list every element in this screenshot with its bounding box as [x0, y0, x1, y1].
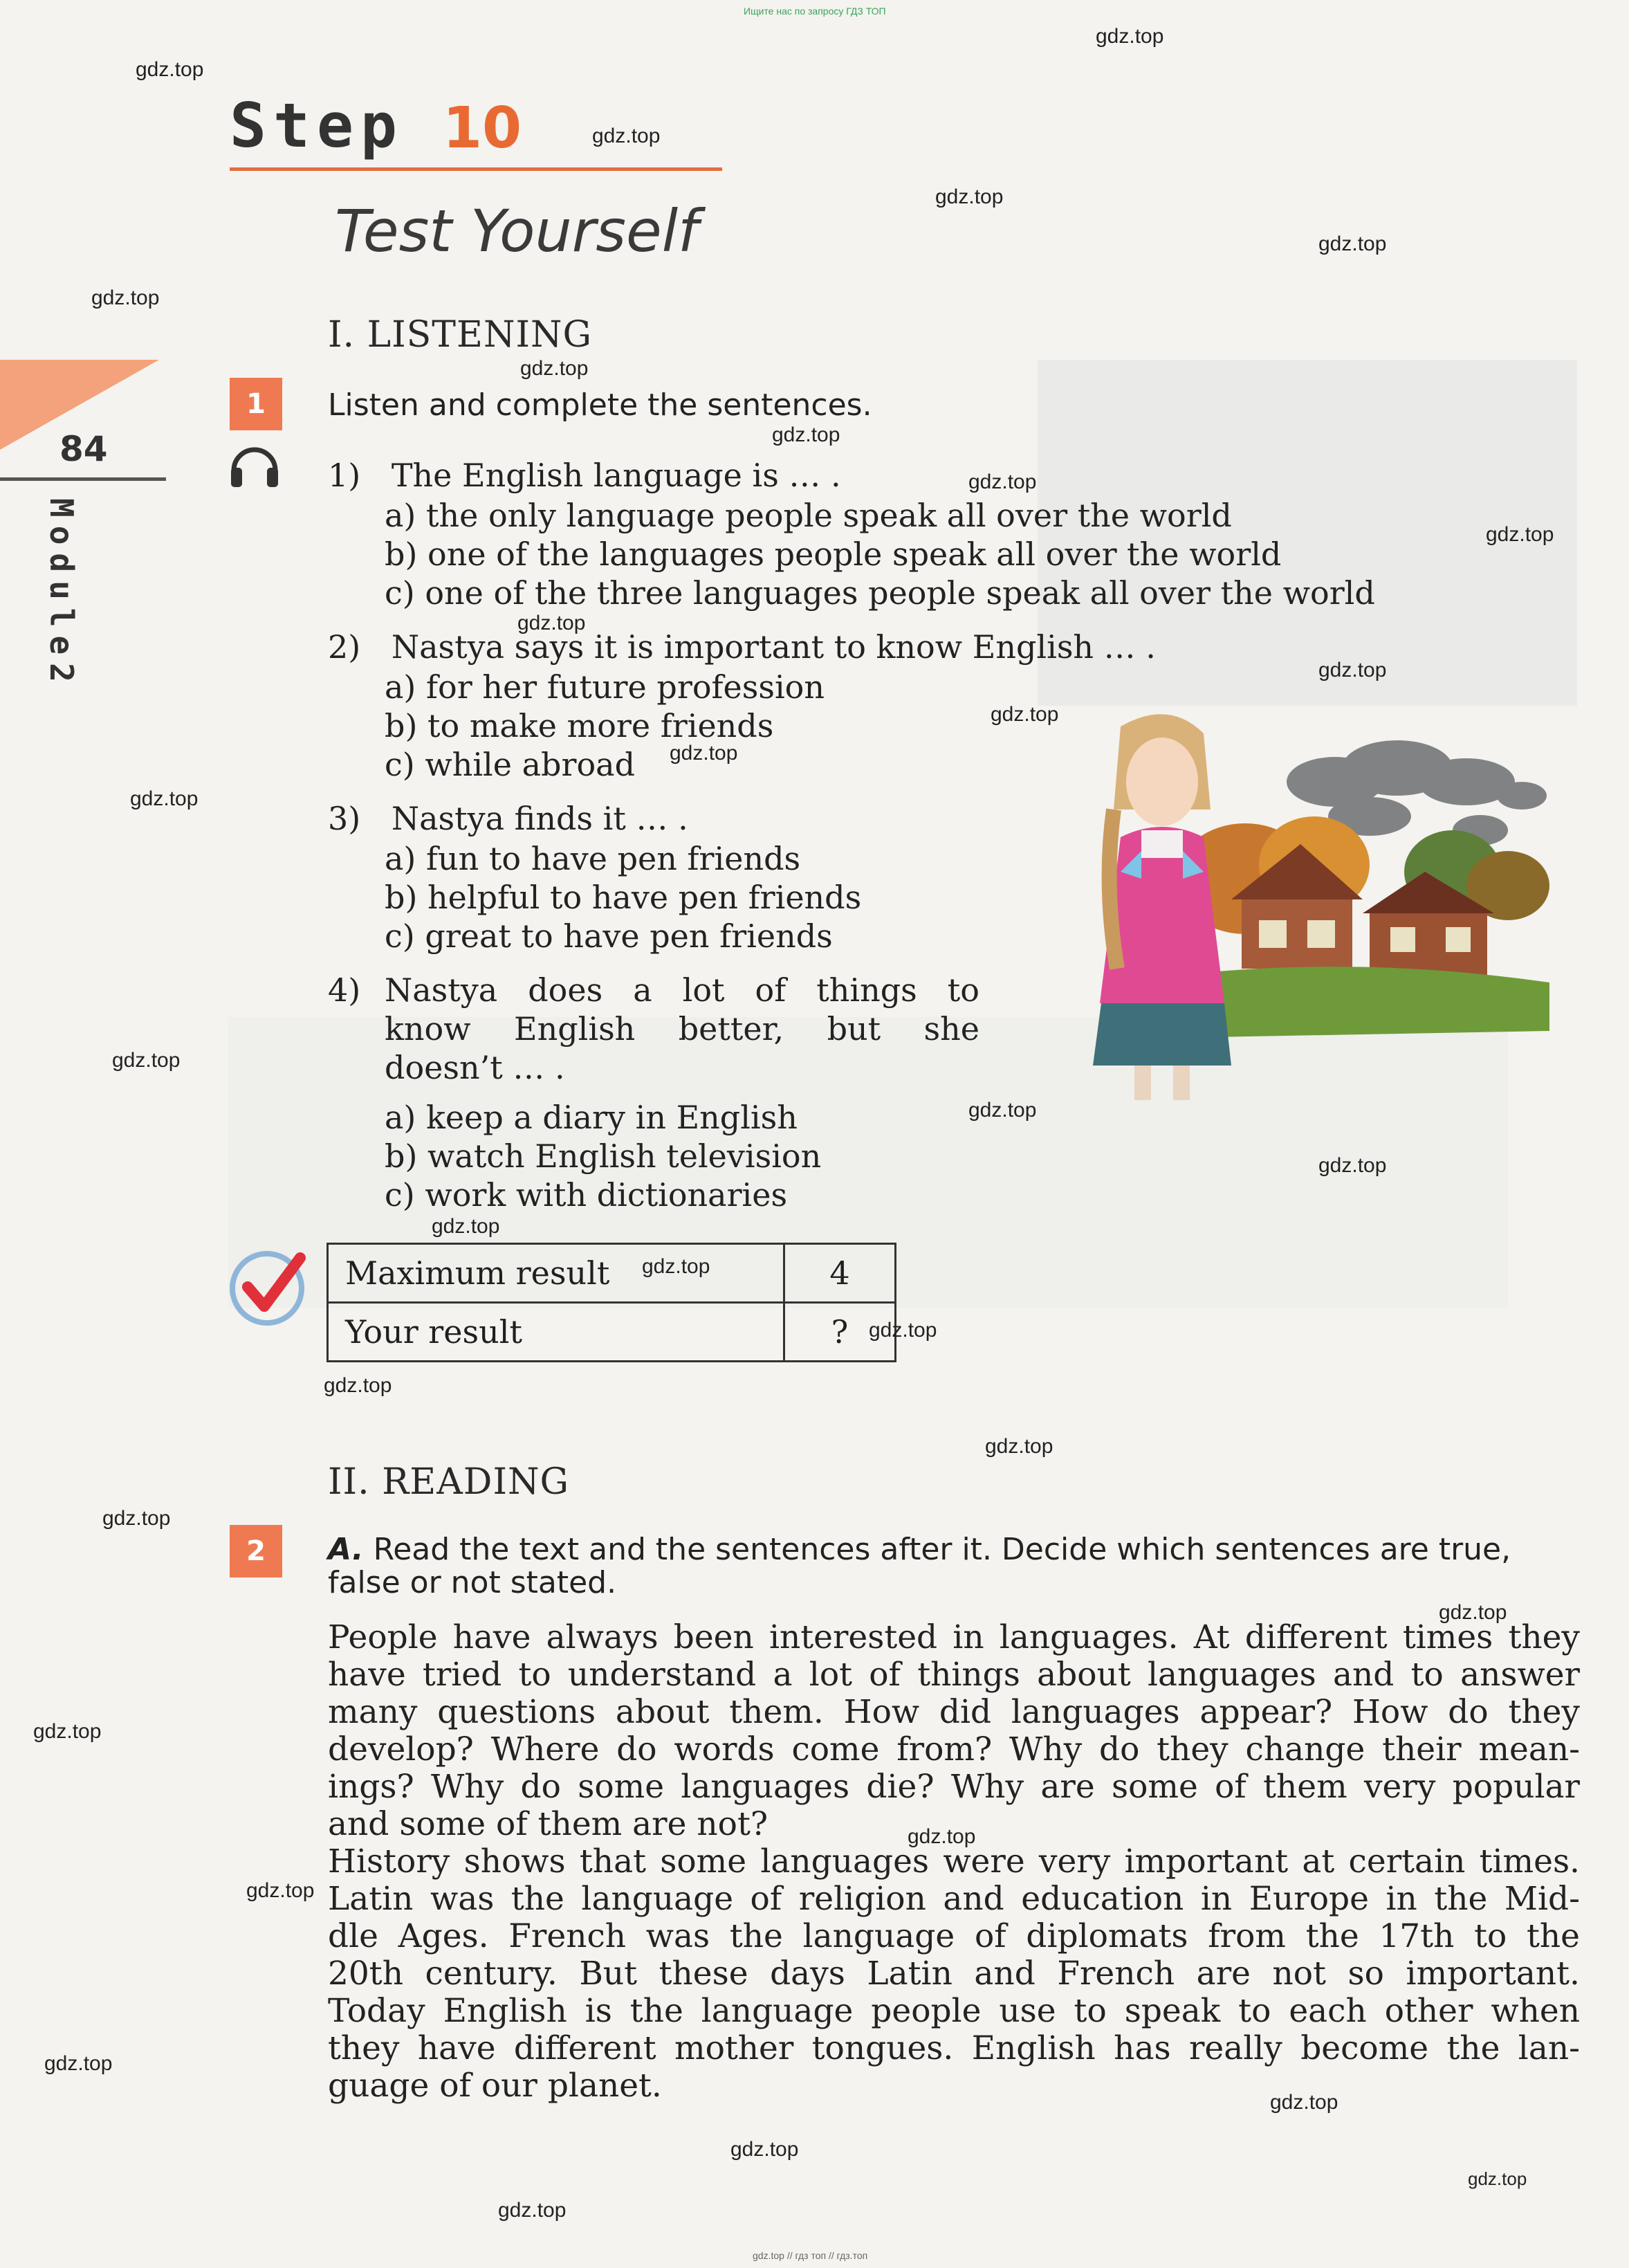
- question-stem-line: know English better, but she: [385, 1010, 979, 1048]
- answer-option: b) helpful to have pen friends: [385, 879, 862, 916]
- watermark: gdz.top: [130, 787, 199, 810]
- watermark: gdz.top: [935, 185, 1004, 208]
- watermark: gdz.top: [772, 423, 840, 446]
- page-title: Test Yourself: [335, 197, 699, 265]
- section-heading-reading: II. READING: [328, 1461, 570, 1503]
- text-line: 20th century. But these days Latin and French are not so important.: [328, 1955, 1580, 1993]
- watermark: gdz.top: [246, 1879, 315, 1902]
- answer-option: a) for her future profession: [385, 668, 825, 706]
- check-icon: [228, 1245, 310, 1327]
- text-line: dle Ages. French was the language of diplomats from the 17th to the: [328, 1917, 1580, 1955]
- page-number-rule: [0, 477, 166, 481]
- girl-illustration: [1038, 706, 1549, 1107]
- text-line: People have always been interested in languages. At different times they: [328, 1618, 1580, 1656]
- text-line: Today English is the language people use to speak to each other when: [328, 1992, 1580, 2030]
- text-line: many questions about them. How did languages appear? How do they: [328, 1693, 1580, 1731]
- watermark: gdz.top: [33, 1720, 102, 1743]
- page-number: 84: [59, 429, 108, 469]
- watermark: gdz.top: [985, 1435, 1053, 1458]
- text-line: develop? Where do words come from? Why do they change their mean-: [328, 1730, 1580, 1768]
- watermark: gdz.top: [498, 2199, 567, 2222]
- text-line: they have different mother tongues. English has really become the lan-: [328, 2029, 1580, 2067]
- question-stem-line: Nastya does a lot of things to: [385, 971, 979, 1009]
- question-number: 4): [328, 971, 361, 1009]
- question-stem: Nastya finds it … .: [391, 800, 688, 837]
- text-line: Latin was the language of religion and education in Europe in the Mid-: [328, 1880, 1580, 1918]
- question-stem: The English language is … .: [391, 457, 841, 494]
- answer-option: b) watch English television: [385, 1137, 822, 1175]
- result-value: 4: [784, 1244, 896, 1303]
- watermark: gdz.top: [1318, 1154, 1387, 1177]
- watermark: gdz.top: [1270, 2091, 1338, 2114]
- text-line: and some of them are not?: [328, 1805, 769, 1843]
- watermark: gdz.top: [968, 470, 1037, 493]
- text-line: History shows that some languages were very important at certain times.: [328, 1842, 1580, 1881]
- task-badge-2: 2: [230, 1525, 282, 1577]
- watermark: gdz.top: [991, 703, 1059, 726]
- answer-option: a) keep a diary in English: [385, 1099, 798, 1136]
- watermark: gdz.top: [642, 1255, 710, 1278]
- answer-option: c) great to have pen friends: [385, 917, 833, 955]
- question-stem: Nastya says it is important to know English … .: [391, 628, 1156, 666]
- answer-option: a) fun to have pen friends: [385, 840, 801, 877]
- watermark: gdz.top: [1468, 2168, 1527, 2189]
- result-label: Your result: [328, 1303, 784, 1362]
- watermark: gdz.top: [1486, 523, 1554, 546]
- watermark: gdz.top: [136, 58, 204, 81]
- text-line: ings? Why do some languages die? Why are some of them very popular: [328, 1768, 1580, 1806]
- question-number: 3): [328, 800, 361, 837]
- question-number: 1): [328, 457, 361, 494]
- watermark: gdz.top: [730, 2138, 799, 2161]
- result-value: ?: [784, 1303, 896, 1362]
- answer-option: c) while abroad: [385, 746, 636, 783]
- watermark: gdz.top: [1096, 25, 1164, 48]
- step-number: 10: [443, 95, 522, 161]
- result-table: [326, 1243, 896, 1362]
- question-stem-line: doesn’t … .: [385, 1049, 565, 1086]
- answer-option: c) one of the three languages people speak all over the world: [385, 574, 1375, 612]
- watermark: gdz.top: [324, 1374, 392, 1397]
- text-line: have tried to understand a lot of things about languages and to answer: [328, 1656, 1580, 1694]
- watermark: gdz.top: [1439, 1601, 1507, 1624]
- answer-option: b) to make more friends: [385, 707, 774, 744]
- answer-option: a) the only language people speak all over the world: [385, 497, 1232, 534]
- task-badge-1: 1: [230, 378, 282, 430]
- result-label: Maximum result: [328, 1244, 784, 1303]
- watermark: gdz.top: [1318, 659, 1387, 682]
- watermark: gdz.top: [1318, 232, 1387, 255]
- watermark: gdz.top: [869, 1319, 937, 1342]
- listening-instruction: Listen and complete the sentences.: [328, 387, 872, 423]
- watermark: gdz.top: [517, 612, 586, 634]
- reading-text: [328, 1619, 1580, 2105]
- question-number: 2): [328, 628, 361, 666]
- headphones-icon: [228, 440, 281, 490]
- answer-option: b) one of the languages people speak all over the world: [385, 536, 1282, 573]
- watermark: gdz.top: [520, 357, 589, 380]
- table-row: [328, 1303, 896, 1362]
- header-rule: [230, 167, 722, 171]
- watermark: gdz.top: [908, 1825, 976, 1848]
- text-line: guage of our planet.: [328, 2067, 662, 2105]
- watermark: gdz.top: [670, 742, 738, 765]
- watermark: gdz.top: [968, 1099, 1037, 1122]
- watermark: gdz.top: [432, 1215, 500, 1238]
- watermark: gdz.top: [44, 2052, 113, 2075]
- watermark: gdz.top: [102, 1507, 171, 1530]
- section-heading-listening: I. LISTENING: [328, 314, 593, 356]
- answer-option: c) work with dictionaries: [385, 1176, 788, 1214]
- bottom-tiny-watermark: gdz.top // гдз топ // гдз.топ: [753, 2250, 868, 2261]
- module-label: Module2: [43, 498, 80, 691]
- instruction-label: A.: [328, 1532, 364, 1567]
- top-tiny-watermark: Ищите нас по запросу ГДЗ ТОП: [744, 6, 886, 17]
- watermark: gdz.top: [592, 125, 661, 147]
- step-label: Step: [230, 90, 404, 161]
- table-row: [328, 1244, 896, 1303]
- reading-instruction: Read the text and the sentences after it. Decide which sentences are true, false or not stated.: [328, 1532, 1511, 1600]
- watermark: gdz.top: [112, 1049, 181, 1072]
- watermark: gdz.top: [91, 286, 160, 309]
